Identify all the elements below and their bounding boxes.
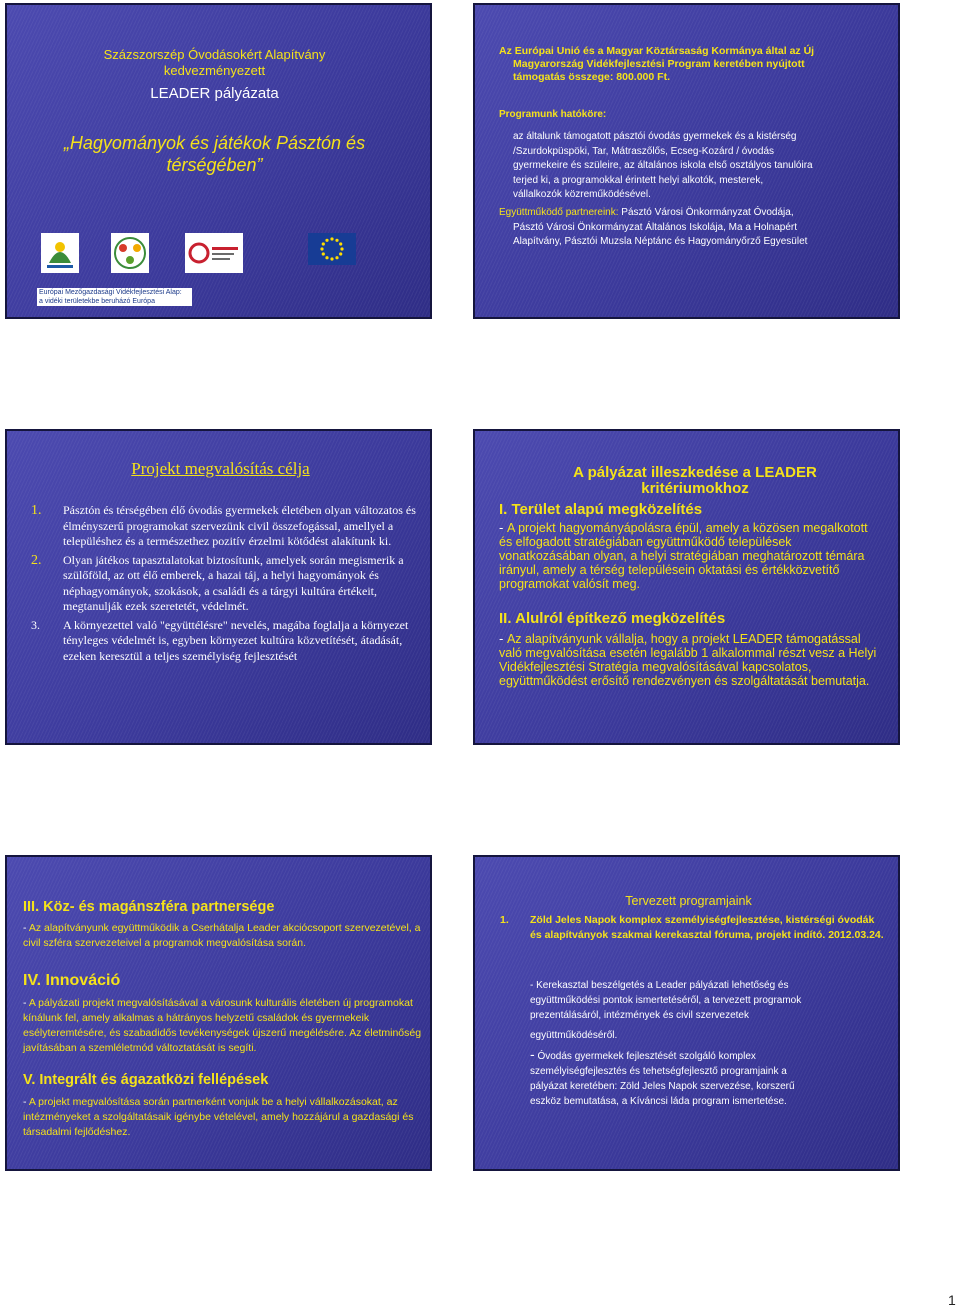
association-logo bbox=[111, 233, 149, 273]
eu-fund-banner: Európai Mezőgazdasági Vidékfejlesztési Alap: a vidéki területekbe beruházó Európa bbox=[37, 288, 192, 306]
section-heading: II. Alulról építkező megközelítés bbox=[499, 610, 726, 627]
list-item: 2. Olyan játékos tapasztalatokat biztosítunk, amelyek során megismerik a szülőföld, az ott élő emberek, a hazai táj, a helyi hagyományok és néphagyományok, szokások, a családi és a tárgyi kultúra értékeit, megtanulják ezek szeretetét, védelmét. bbox=[31, 552, 404, 613]
slide-heading: Tervezett programjaink bbox=[625, 894, 752, 908]
program-description: - Óvodás gyermekek fejlesztését szolgáló komplex személyiségfejlesztés és tehetségfejlesztő programjaink a pályázat keretében: Zöld Jeles Napok szervezése, korszerű eszköz bemutatása, a Kíváncsi láda program ismertetése. bbox=[530, 1046, 795, 1107]
section-text: - A pályázati projekt megvalósításával a városunk kulturális életében új programokat kínálunk fel, amely alkalmas a hátrányos helyzetű családok és gyermekeik esélyteremtésére, és szabadidős tevékenységek újszerű megélésére. Az életminőség javításában a szemléletmód változtatását is segíti. bbox=[23, 997, 422, 1054]
eu-flag-logo bbox=[308, 233, 356, 265]
slide-funding bbox=[473, 3, 900, 319]
section-text: - A projekt hagyományápolásra épül, amely a közösen megalkotott és elfogadott stratégiában együttműködő települések vonatkozásában olyan, a helyi stratégiában meghatározott témára irányul, amely a térség településein oktatási és értékközvetítő programokat valósít meg. bbox=[499, 520, 868, 591]
section-text: - Az alapítványunk együttműködik a Cserhátalja Leader akciócsoport szervezetével, a civil szféra szervezeteivel a programok megvalósítása során. bbox=[23, 922, 421, 949]
goals-list bbox=[27, 503, 417, 667]
section-text: - Az alapítványunk vállalja, hogy a projekt LEADER támogatással való megvalósítása esetén legalább 1 alkalommal részt vesz a Helyi Vidékfejlesztési Stratégia megvalósításával kapcsolatos, együttműködést erősítő rendezvényen és szolgáltatását bemutatja. bbox=[499, 631, 877, 688]
slide-heading: Projekt megvalósítás célja bbox=[131, 459, 310, 478]
program-description: - Kerekasztal beszélgetés a Leader pályázati lehetőség és együttműködési pontok ismertetéséről, a tervezett programok prezentálásáról, intézmények és civil szervezetek együttműködéséről. bbox=[530, 980, 802, 1041]
slide-heading: A pályázat illeszkedése a LEADER kritériumokhoz bbox=[573, 464, 817, 497]
section-text: - A projekt megvalósítása során partnerként vonjuk be a helyi vállalkozásokat, az intézményeket a szolgáltatásaik igénybe vételével, amely hozzájárul a gazdasági és társadalmi fejlődéshez. bbox=[23, 1096, 414, 1138]
page-number: 1 bbox=[948, 1292, 956, 1308]
section-heading: V. Integrált és ágazatközi fellépések bbox=[23, 1072, 269, 1088]
slide-project-goals bbox=[5, 429, 432, 745]
leader-subtitle: LEADER pályázata bbox=[150, 85, 279, 102]
slide-title bbox=[5, 3, 432, 319]
partners-text: Együttműködő partnereink: Pásztó Városi Önkormányzat Óvodája, Pásztó Városi Önkormányzat Általános Iskolája, Ma a Holnapért Alapítvány, Pásztói Muzsla Néptánc és Hagyományőrző Egyesület bbox=[499, 207, 808, 247]
organization-name: Százszorszép Óvodásokért Alapítvány kedvezményezett bbox=[103, 47, 326, 78]
list-item: 1. Pásztón és térségében élő óvodás gyermekek életében olyan változatos és élményszerű programokat szervezünk civil összefogással, amellyel a településhez és a természethez pozitív érzelmi kötődést alakítunk ki. bbox=[31, 503, 416, 548]
program-scope-label: Programunk hatóköre: bbox=[499, 109, 607, 120]
list-item: 1. Zöld Jeles Napok komplex személyiségfejlesztése, kistérségi óvodák és alapítványok szakmai kerekasztal fóruma, projekt indító. 2012.03.24. bbox=[500, 914, 884, 941]
section-heading: I. Terület alapú megközelítés bbox=[499, 501, 703, 518]
partners-label: Együttműködő partnereink: bbox=[499, 207, 619, 218]
slide-leader-criteria bbox=[473, 429, 900, 745]
project-title: „Hagyományok és játékok Pásztón és térségében” bbox=[63, 133, 366, 175]
slide-planned-programs bbox=[473, 855, 900, 1171]
new-hungary-program-logo bbox=[185, 233, 243, 273]
section-heading: III. Köz- és magánszféra partnersége bbox=[23, 899, 275, 915]
funding-statement: Az Európai Unió és a Magyar Köztársaság Kormánya által az Új Magyarország Vidékfejlesztési Program keretében nyújtott támogatás összege: 800.000 Ft. bbox=[499, 45, 815, 83]
list-item: 3. A környezettel való "együttélésre" nevelés, magába foglalja a környezet tényleges védelmét is, egyben környezet kultúra közvetítését, átadását, ezeken keresztül a teljes személyiség fejlesztését bbox=[31, 617, 409, 663]
section-heading: IV. Innováció bbox=[23, 972, 121, 989]
program-scope-text: az általunk támogatott pásztói óvodás gyermekek és a kistérség /Szurdokpüspöki, Tar, Mátraszőlős, Ecseg-Kozárd / óvodás gyermekeire és szüleire, az általános iskola első osztályos tanulóira terjed ki, a programokkal érintett helyi alkotók, mesterek, vállalkozók közreműködésével. bbox=[513, 131, 813, 200]
leader-logo bbox=[41, 233, 79, 273]
slide-partnership-innovation bbox=[5, 855, 432, 1171]
